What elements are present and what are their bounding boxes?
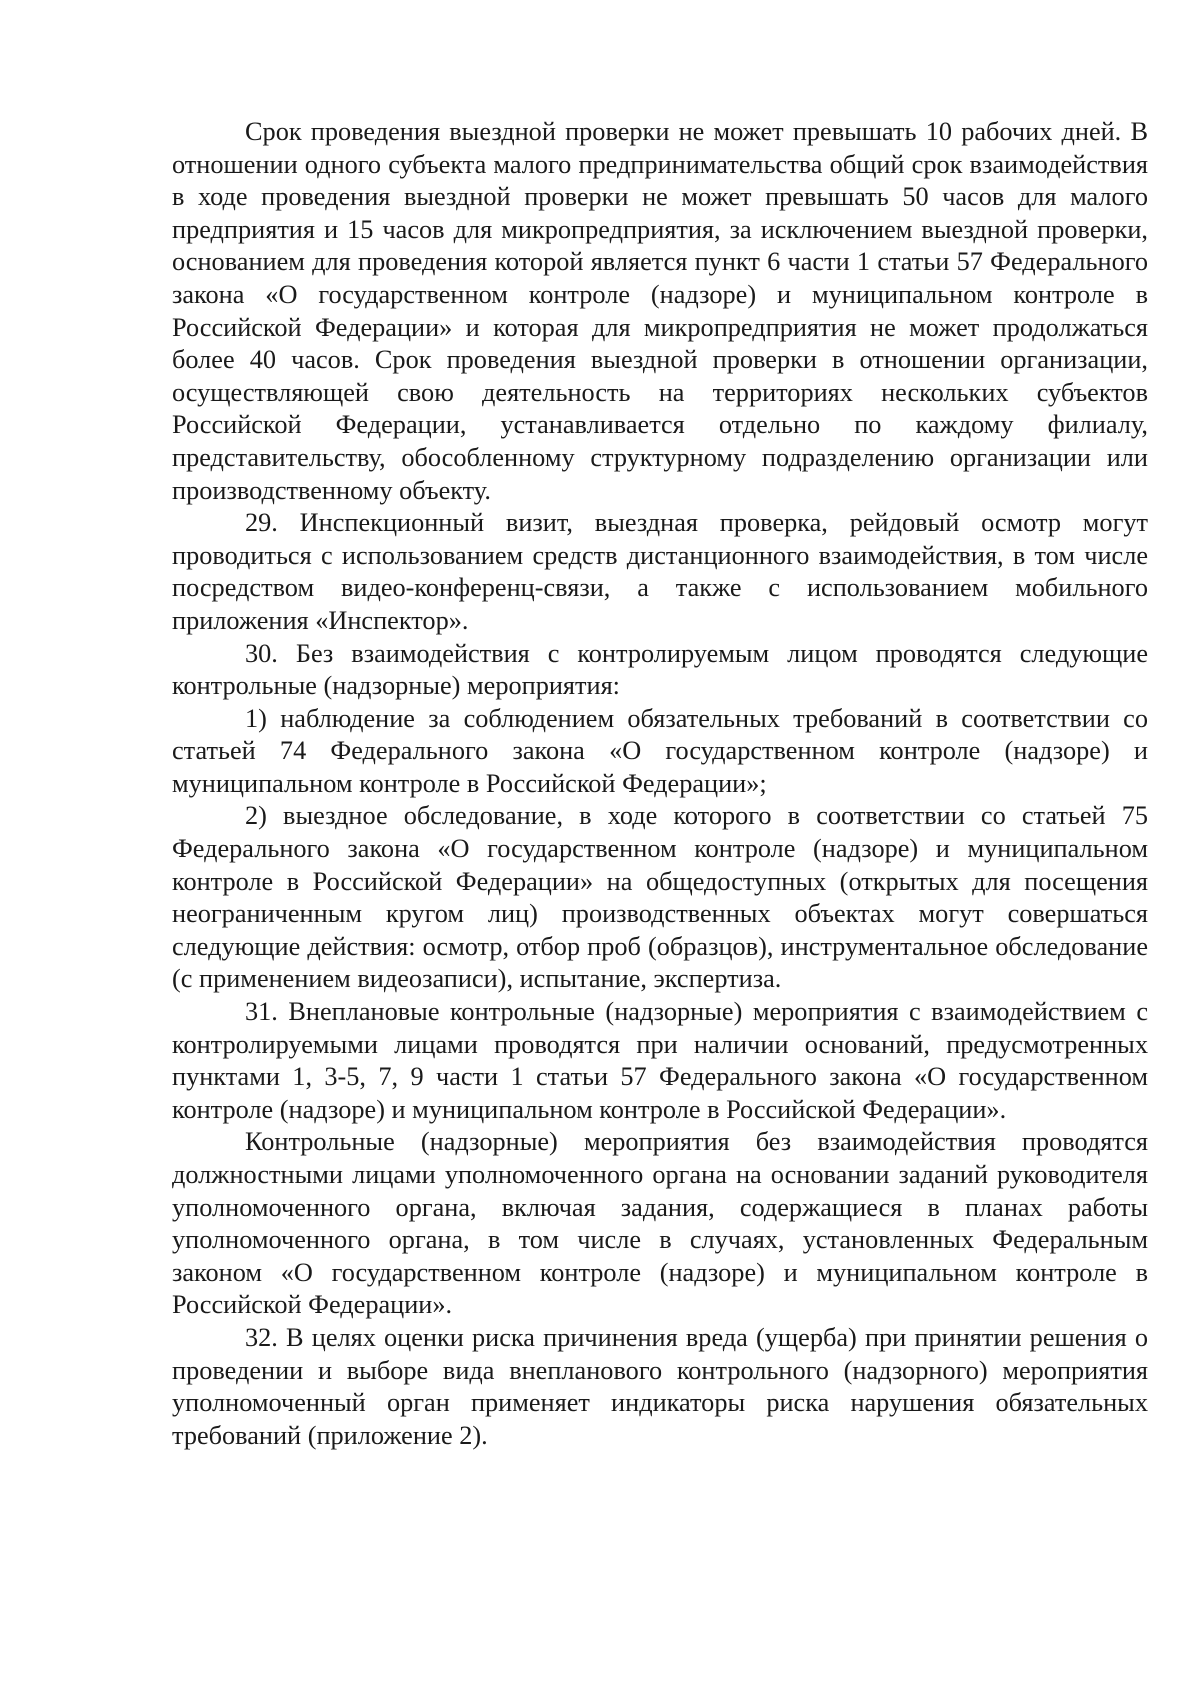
paragraph-31-unscheduled-events: 31. Внеплановые контрольные (надзорные) мероприятия с взаимодействием с контролируемыми лицами проводятся при наличии оснований, предусмотренных пунктами 1, 3-5, 7, 9 части 1 статьи 57 Федерального закона «О государственном контроле (надзоре) и муниципальном контроле в Российской Федерации».: [172, 997, 1148, 1124]
paragraph-32-risk-indicators: 32. В целях оценки риска причинения вреда (ущерба) при принятии решения о проведении и выборе вида внепланового контрольного (надзорного) мероприятия уполномоченный орган применяет индикаторы риска нарушения обязательных требований (приложение 2).: [172, 1322, 1148, 1450]
paragraph-inspection-duration: Срок проведения выездной проверки не может превышать 10 рабочих дней. В отношении одного субъекта малого предпринимательства общий срок взаимодействия в ходе проведения выездной проверки не может превышать 50 часов для малого предприятия и 15 часов для микропредприятия, за исключением выездной проверки, основанием для проведения которой является пункт 6 части 1 статьи 57 Федерального закона «О государственном контроле (надзоре) и муниципальном контроле в Российской Федерации» и которая для микропредприятия не может продолжаться более 40 часов. Срок проведения выездной проверки в отношении организации, осуществляющей свою деятельность на территориях нескольких субъектов Российской Федерации, устанавливается отдельно по каждому филиалу, представительству, обособленному структурному подразделению организации или производственному объекту.: [172, 117, 1148, 505]
paragraph-30-item-2-field-survey: 2) выездное обследование, в ходе которого в соответствии со статьей 75 Федерального закона «О государственном контроле (надзоре) и муниципальном контроле в Российской Федерации» на общедоступных (открытых для посещения неограниченным кругом лиц) производственных объектах могут совершаться следующие действия: осмотр, отбор проб (образцов), инструментальное обследование (с применением видеозаписи), испытание, экспертиза.: [172, 801, 1148, 994]
paragraph-30-item-1-observation: 1) наблюдение за соблюдением обязательных требований в соответствии со статьей 74 Федерального закона «О государственном контроле (надзоре) и муниципальном контроле в Российской Федерации»;: [172, 703, 1148, 798]
document-page: [172, 116, 1148, 1452]
paragraph-29-remote-interaction: 29. Инспекционный визит, выездная проверка, рейдовый осмотр могут проводиться с использованием средств дистанционного взаимодействия, в том числе посредством видео-конференц-связи, а также с использованием мобильного приложения «Инспектор».: [172, 508, 1148, 635]
paragraph-31-tasks: Контрольные (надзорные) мероприятия без взаимодействия проводятся должностными лицами уполномоченного органа на основании заданий руководителя уполномоченного органа, включая задания, содержащиеся в планах работы уполномоченного органа, в том числе в случаях, установленных Федеральным законом «О государственном контроле (надзоре) и муниципальном контроле в Российской Федерации».: [172, 1127, 1148, 1320]
paragraph-30-without-interaction: 30. Без взаимодействия с контролируемым лицом проводятся следующие контрольные (надзорные) мероприятия:: [172, 638, 1148, 701]
